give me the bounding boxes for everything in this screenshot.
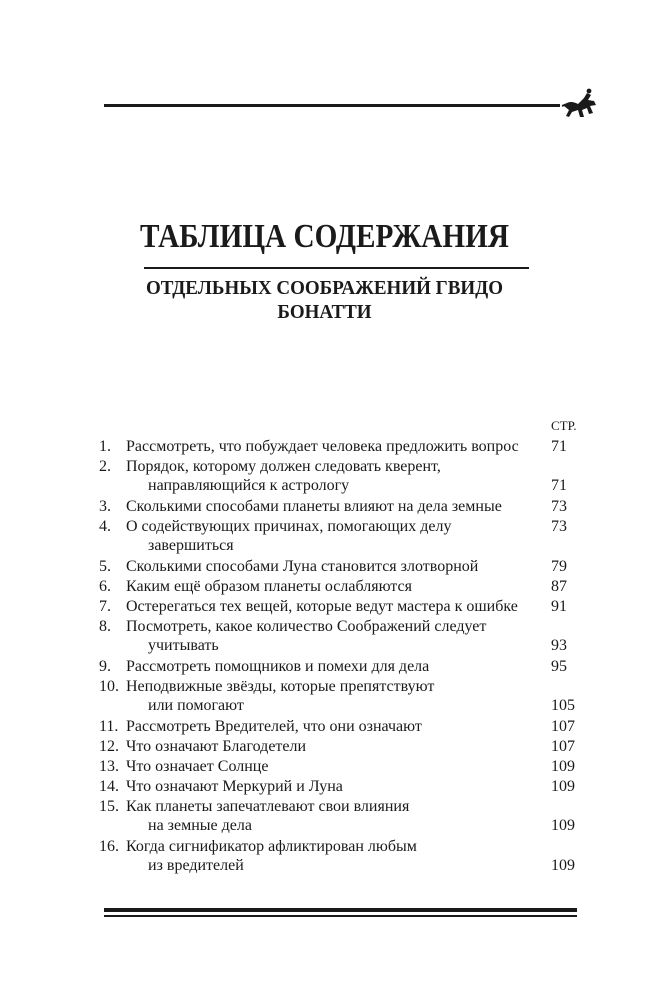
toc-entry-number: 7. [99,598,111,615]
toc-entry-title: Порядок, которому должен следовать кверент, [126,458,441,475]
toc-entry-page: 109 [551,758,575,775]
subtitle-line-1: ОТДЕЛЬНЫХ СООБРАЖЕНИЙ ГВИДО [145,277,504,299]
toc-entry-page: 95 [551,658,567,675]
toc-entry-page: 109 [551,817,575,834]
toc-entry-title: Остерегаться тех вещей, которые ведут мастера к ошибке [126,598,518,615]
toc-entry-number: 4. [99,518,111,535]
rider-emblem-icon [560,86,600,122]
toc-entry-title-cont: на земные дела [148,817,252,834]
toc-entry-title: Каким ещё образом планеты ослабляются [126,578,412,595]
header-rule [104,104,560,107]
subtitle-line-2: БОНАТТИ [277,301,372,323]
toc-entry-page: 107 [551,738,575,755]
toc-entry-title: Как планеты запечатлевают свои влияния [126,798,410,815]
toc-entry-page: 71 [551,477,567,494]
page-column-label: СТР. [551,418,577,433]
toc-entry-page: 73 [551,518,567,535]
toc-entry-title-cont: направляющийся к астрологу [148,477,350,494]
toc-entry-number: 2. [99,458,111,475]
toc-entry-title: О содействующих причинах, помогающих делу [126,518,452,535]
toc-entry-title: Рассмотреть, что побуждает человека предложить вопрос [126,438,519,455]
toc-entry-title-cont: или помогают [148,697,244,714]
toc-entry-title: Что означают Благодетели [126,738,307,755]
toc-entry-page: 107 [551,718,575,735]
toc-entry-page: 73 [551,498,567,515]
toc-entry-page: 71 [551,438,567,455]
toc-entry-page: 93 [551,637,567,654]
toc-entry-number: 3. [99,498,111,515]
toc-entry-page: 109 [551,857,575,874]
page-title: ТАБЛИЦА СОДЕРЖАНИЯ [140,218,509,255]
toc-entry-page: 79 [551,558,567,575]
title-rule [144,267,529,269]
footer-rule-thick [104,908,577,912]
toc-entry-title: Сколькими способами Луна становится злотворной [126,558,479,575]
toc-entry-title: Что означают Меркурий и Луна [126,778,343,795]
toc-entry-page: 109 [551,778,575,795]
toc-entry-title: Что означает Солнце [126,758,269,775]
toc-entry-title: Рассмотреть Вредителей, что они означают [126,718,422,735]
toc-entry-page: 91 [551,598,567,615]
toc-entry-number: 1. [99,438,111,455]
toc-entry-number: 11. [99,718,119,735]
toc-entry-number: 10. [99,678,119,695]
toc-entry-title-cont: завершиться [148,537,234,554]
toc-entry-number: 6. [99,578,111,595]
toc-entry-number: 15. [99,798,119,815]
toc-entry-title: Неподвижные звёзды, которые препятствуют [126,678,435,695]
toc-entry-number: 14. [99,778,119,795]
toc-entry-number: 12. [99,738,119,755]
toc-entry-number: 9. [99,658,111,675]
toc-entry-title-cont: учитывать [148,637,219,654]
toc-entry-title-cont: из вредителей [148,857,244,874]
toc-entry-title: Посмотреть, какое количество Соображений следует [126,618,487,635]
toc-entry-title: Рассмотреть помощников и помехи для дела [126,658,430,675]
page-subtitle [0,276,649,324]
toc-entry-page: 87 [551,578,567,595]
toc-entry-title: Сколькими способами планеты влияют на дела земные [126,498,502,515]
toc-entry-title: Когда сигнификатор афликтирован любым [126,838,417,855]
toc-entry-page: 105 [551,697,575,714]
footer-rule-thin [104,915,577,917]
toc-entry-number: 8. [99,618,111,635]
toc-entry-number: 5. [99,558,111,575]
toc-entry-number: 13. [99,758,119,775]
toc-entry-number: 16. [99,838,119,855]
